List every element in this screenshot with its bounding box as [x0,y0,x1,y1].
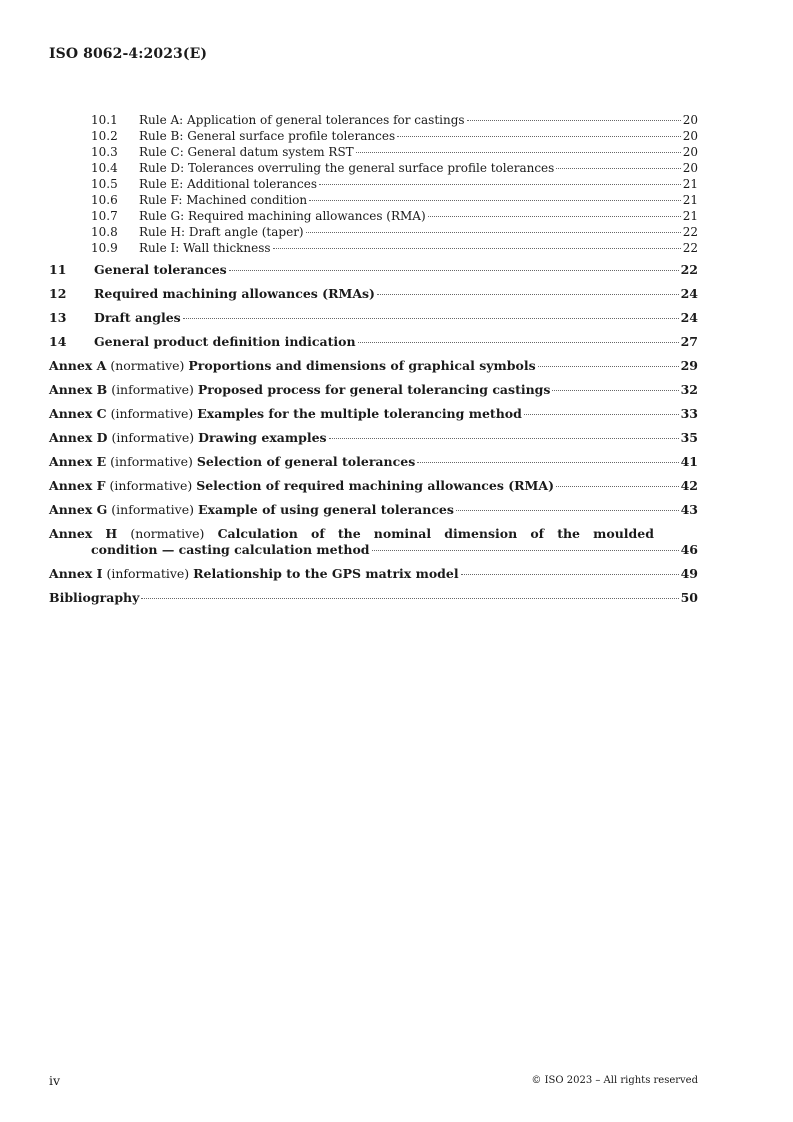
toc-entry-12[interactable] [49,286,698,302]
toc-page: 20 [682,145,698,159]
toc-page: 21 [682,209,698,223]
toc-title: condition — casting calculation method [91,542,370,557]
leader-dots [309,200,681,201]
toc-entry-14[interactable] [49,334,698,350]
leader-dots [428,216,681,217]
toc-number: 10.4 [91,161,118,175]
annex-label: Annex B [49,382,108,397]
toc-title: Rule C: General datum system RST [139,145,354,159]
toc-page: 22 [680,262,698,277]
toc-annex-a[interactable] [49,358,698,374]
annex-heading [49,382,550,398]
toc-title: Rule I: Wall thickness [139,241,271,255]
toc-page: 43 [680,502,698,517]
leader-dots [273,248,681,249]
toc-title: Rule E: Additional tolerances [139,177,318,191]
toc-page: 24 [680,310,698,325]
toc-title: General product definition indication [94,334,356,349]
toc-number: 10.6 [91,193,118,207]
annex-h-word: the [337,526,361,541]
toc-page: 50 [680,590,698,605]
leader-dots [552,390,678,391]
toc-title: Selection of general tolerances [196,454,416,469]
annex-h-word: of [310,526,325,541]
leader-dots [377,294,679,295]
toc-page: 20 [682,161,698,175]
toc-annex-h[interactable] [49,526,698,558]
toc-number: 10.7 [91,209,118,223]
document-id: ISO 8062-4:2023(E) [49,46,208,62]
table-of-contents [49,112,698,606]
toc-number: 13 [49,310,67,325]
annex-type: (informative) [111,382,194,397]
annex-type: (normative) [110,358,185,373]
toc-number: 10.8 [91,225,118,239]
toc-title: Examples for the multiple tolerancing method [197,406,522,421]
toc-page: 29 [680,358,698,373]
annex-heading [49,406,522,422]
annex-label: Annex D [49,430,108,445]
annex-h-word: the [557,526,581,541]
leader-dots [319,184,681,185]
annex-type: (informative) [111,502,195,517]
toc-page: 21 [682,193,698,207]
leader-dots [329,438,679,439]
toc-title: Proposed process for general tolerancing castings [197,382,551,397]
leader-dots [358,342,679,343]
toc-page: 42 [680,478,698,493]
annex-h-word: moulded [593,526,654,541]
leader-dots [229,270,679,271]
toc-entry-10-7[interactable] [49,208,698,224]
toc-title: Example of using general tolerances [198,502,454,517]
annex-h-word: Calculation [217,526,298,541]
leader-dots [456,510,679,511]
toc-title: Rule H: Draft angle (taper) [139,225,304,239]
toc-number: 10.5 [91,177,118,191]
toc-annex-b[interactable] [49,382,698,398]
annex-heading [49,454,415,470]
toc-title: Proportions and dimensions of graphical symbols [188,358,536,373]
annex-heading [49,478,554,494]
toc-annex-g[interactable] [49,502,698,518]
toc-number: 12 [49,286,67,301]
toc-entry-10-4[interactable] [49,160,698,176]
toc-title: Rule F: Machined condition [139,193,308,207]
toc-entry-10-3[interactable] [49,144,698,160]
toc-title: Drawing examples [198,430,327,445]
leader-dots [524,414,679,415]
toc-annex-f[interactable] [49,478,698,494]
toc-number: 14 [49,334,67,349]
annex-type: (informative) [106,566,190,581]
toc-title: Bibliography [49,590,140,605]
toc-title: General tolerances [94,262,227,277]
toc-page: 21 [682,177,698,191]
toc-page: 22 [682,241,698,255]
page-number: iv [49,1073,61,1088]
toc-entry-10-8[interactable] [49,224,698,240]
leader-dots [141,598,678,599]
toc-page: 27 [680,334,698,349]
toc-title: Rule B: General surface profile tolerances [139,129,396,143]
toc-entry-10-9[interactable] [49,240,698,256]
toc-entry-10-5[interactable] [49,176,698,192]
toc-title: Required machining allowances (RMAs) [94,286,375,301]
toc-page: 35 [680,430,698,445]
toc-number: 11 [49,262,67,277]
toc-annex-e[interactable] [49,454,698,470]
annex-heading [49,566,459,582]
toc-page: 22 [682,225,698,239]
toc-title: Relationship to the GPS matrix model [193,566,459,581]
leader-dots [397,136,681,137]
leader-dots [538,366,679,367]
copyright-notice: © ISO 2023 – All rights reserved [531,1075,698,1086]
annex-heading [49,358,536,374]
toc-title: Selection of required machining allowances (RMA) [196,478,554,493]
toc-number: 10.2 [91,129,118,143]
annex-type: (normative) [130,526,205,541]
leader-dots [467,120,681,121]
annex-h-word: dimension [444,526,518,541]
annex-type: (informative) [111,430,195,445]
leader-dots [556,486,679,487]
annex-label: Annex I [49,566,103,581]
leader-dots [461,574,679,575]
toc-entry-11[interactable] [49,262,698,278]
toc-page: 41 [680,454,698,469]
annex-label: Annex F [49,478,106,493]
annex-h-word: nominal [373,526,432,541]
annex-label: Annex C [49,406,107,421]
annex-type: (informative) [110,406,194,421]
toc-annex-i[interactable] [49,566,698,582]
toc-page: 20 [682,113,698,127]
leader-dots [417,462,678,463]
annex-type: (informative) [110,454,193,469]
toc-entry-13[interactable] [49,310,698,326]
toc-annex-c[interactable] [49,406,698,422]
annex-heading [49,502,454,518]
toc-page: 46 [680,542,698,557]
toc-number: 10.1 [91,113,118,127]
toc-title: Rule D: Tolerances overruling the general surface profile tolerances [139,161,555,175]
toc-annex-d[interactable] [49,430,698,446]
leader-dots [556,168,680,169]
toc-title: Rule A: Application of general tolerances for castings [139,113,465,127]
toc-bibliography[interactable] [49,590,698,606]
toc-entry-10-1[interactable] [49,112,698,128]
annex-h-line-1 [49,526,698,542]
toc-title: Draft angles [94,310,181,325]
toc-entry-10-2[interactable] [49,128,698,144]
annex-h-word: Annex [49,526,93,541]
annex-label: Annex E [49,454,107,469]
toc-page: 32 [680,382,698,397]
annex-label: Annex A [49,358,107,373]
annex-heading [49,430,327,446]
toc-page: 20 [682,129,698,143]
toc-page: 24 [680,286,698,301]
leader-dots [356,152,681,153]
annex-type: (informative) [109,478,193,493]
leader-dots [183,318,679,319]
toc-number: 10.9 [91,241,118,255]
toc-entry-10-6[interactable] [49,192,698,208]
annex-label: Annex G [49,502,108,517]
annex-h-line-2 [49,542,698,558]
toc-title: Rule G: Required machining allowances (RMA) [139,209,426,223]
leader-dots [306,232,681,233]
annex-h-word: of [530,526,545,541]
toc-number: 10.3 [91,145,118,159]
toc-page: 33 [680,406,698,421]
annex-h-word: H [105,526,118,541]
toc-page: 49 [680,566,698,581]
leader-dots [372,550,679,551]
